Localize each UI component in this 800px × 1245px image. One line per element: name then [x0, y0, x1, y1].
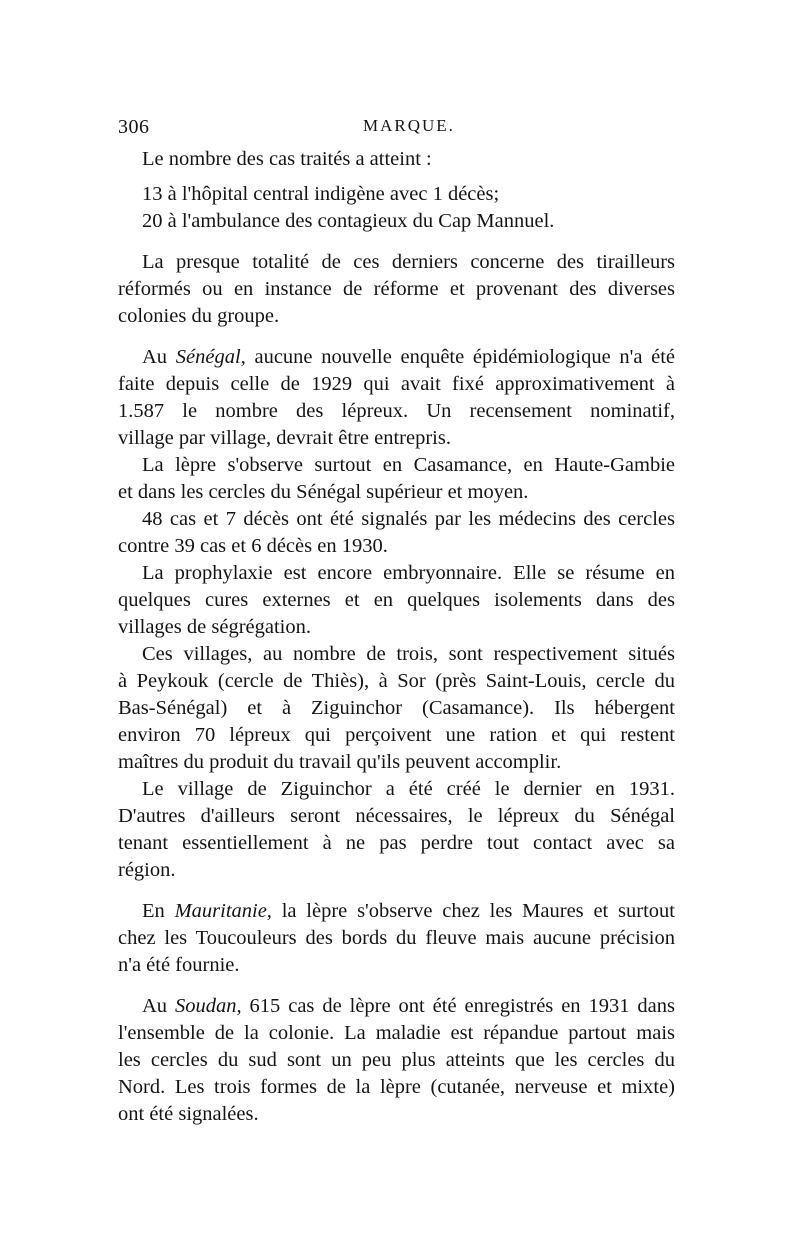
- text-line: n'a été fournie.: [118, 954, 240, 976]
- text-fragment: aucune nouvelle enquête épidémiologique n'a été: [245, 346, 675, 368]
- place-name: Sénégal,: [175, 346, 246, 368]
- text-line: faite depuis celle de 1929 qui avait fixé approximativement à: [118, 373, 675, 395]
- running-head: [118, 116, 678, 146]
- text-line: contre 39 cas et 6 décès en 1930.: [118, 535, 388, 557]
- text-line: 1.587 le nombre des lépreux. Un recensement nominatif,: [118, 400, 675, 422]
- text-line: villages de ségrégation.: [118, 616, 311, 638]
- text-line: et dans les cercles du Sénégal supérieur et moyen.: [118, 481, 529, 503]
- text-fragment: Au: [142, 346, 176, 368]
- text-line: [118, 898, 675, 925]
- text-fragment: 615 cas de lèpre ont été enregistrés en 1931 dans: [241, 995, 675, 1017]
- text-line: réformés ou en instance de réforme et provenant des diverses: [118, 278, 675, 300]
- text-line: à Peykouk (cercle de Thiès), à Sor (près Saint-Louis, cercle du: [118, 670, 675, 692]
- text-line: Bas-Sénégal) et à Ziguinchor (Casamance). Ils hébergent: [118, 697, 675, 719]
- text-line: tenant essentiellement à ne pas perdre tout contact avec sa: [118, 832, 675, 854]
- text-line: région.: [118, 859, 176, 881]
- text-fragment: En: [142, 900, 175, 922]
- text-line: D'autres d'ailleurs seront nécessaires, le lépreux du Sénégal: [118, 805, 675, 827]
- text-line: chez les Toucouleurs des bords du fleuve mais aucune précision: [118, 927, 675, 949]
- text-line: village par village, devrait être entrepris.: [118, 427, 451, 449]
- place-name: Mauritanie,: [174, 900, 272, 922]
- text-line: La lèpre s'observe surtout en Casamance, en Haute-Gambie: [142, 454, 675, 476]
- text-line: Ces villages, au nombre de trois, sont respectivement situés: [142, 643, 675, 665]
- text-line: Le nombre des cas traités a atteint :: [142, 148, 432, 170]
- text-fragment: la lèpre s'observe chez les Maures et surtout: [271, 900, 675, 922]
- text-line: les cercles du sud sont un peu plus atteints que les cercles du: [118, 1049, 675, 1071]
- text-line: 20 à l'ambulance des contagieux du Cap Mannuel.: [142, 210, 555, 232]
- text-line: Le village de Ziguinchor a été créé le dernier en 1931.: [142, 778, 675, 800]
- page-number: 306: [118, 116, 150, 138]
- body-text: [118, 146, 675, 1128]
- text-line: 48 cas et 7 décès ont été signalés par les médecins des cercles: [142, 508, 675, 530]
- text-line: quelques cures externes et en quelques isolements dans des: [118, 589, 675, 611]
- text-line: colonies du groupe.: [118, 305, 280, 327]
- text-line: 13 à l'hôpital central indigène avec 1 décès;: [142, 183, 500, 205]
- text-line: [118, 993, 675, 1020]
- text-line: La presque totalité de ces derniers concerne des tirailleurs: [142, 251, 675, 273]
- text-fragment: Au: [142, 995, 175, 1017]
- text-line: [118, 344, 675, 371]
- text-line: ont été signalées.: [118, 1103, 259, 1125]
- text-line: La prophylaxie est encore embryonnaire. Elle se résume en: [142, 562, 675, 584]
- text-line: environ 70 lépreux qui perçoivent une ration et qui restent: [118, 724, 675, 746]
- text-line: Nord. Les trois formes de la lèpre (cutanée, nerveuse et mixte): [118, 1076, 675, 1098]
- text-line: l'ensemble de la colonie. La maladie est répandue partout mais: [118, 1022, 675, 1044]
- text-line: maîtres du produit du travail qu'ils peuvent accomplir.: [118, 751, 562, 773]
- running-title: MARQUE.: [363, 116, 455, 135]
- place-name: Soudan,: [175, 995, 242, 1017]
